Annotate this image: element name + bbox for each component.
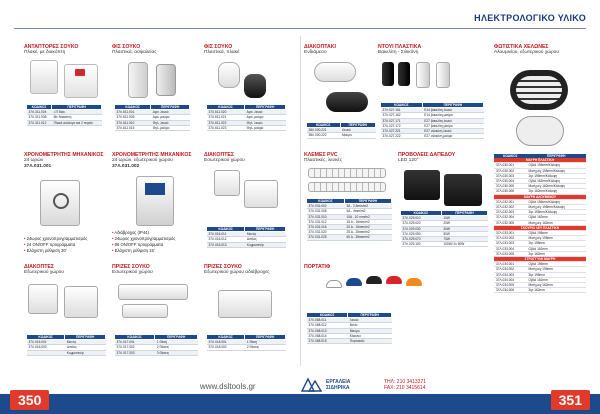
- sockets-ext-cell: [204, 264, 288, 364]
- table-row: 37Λ.611.022 Θηλ. λευκό: [207, 120, 286, 125]
- brand-line: ΕΡΓΑΛΕΙΑ: [326, 379, 351, 385]
- cell-subtitle: Πλαστικά, πλακέ: [204, 50, 240, 55]
- table-row: 37Λ.017.002 2 Θέσεις: [115, 345, 198, 350]
- table-row: 37Λ.068.014 Κόκκινο: [307, 333, 392, 338]
- table-row: 37Λ.031.010 10A - 10 mm/m2: [307, 214, 392, 219]
- inline-switch-black-image: [326, 92, 368, 112]
- table-row: 37Λ.068.015 Πορτοκαλί: [307, 339, 392, 344]
- timer-mech-image: [136, 176, 174, 226]
- terminals-cell: [304, 152, 394, 258]
- cell-subtitle: Βακελίτη - Σιλικόνη: [378, 50, 419, 55]
- list-item: • 24 ON/OFF προγράμματα: [24, 242, 87, 248]
- page-number-right: 351: [551, 390, 590, 410]
- table-row: 37Λ.033.004 Οβάλ 162mm: [494, 246, 586, 251]
- table-row: 37Λ.034.004 Οβάλ 162mm: [494, 277, 586, 282]
- plug-white-image: [128, 62, 148, 98]
- table-row: 37Λ.068.012 Μπλε: [307, 323, 392, 328]
- table-row: 37Λ.033.002 Μισή μέγ 195mm: [494, 236, 586, 241]
- list-item: • Ελάχιστη ρύθμιση 30': [24, 248, 87, 254]
- table-row: 37Λ.034.001 Οβάλ 195mm: [494, 262, 586, 267]
- table-row: 37Λ.032.004 Οβάλ 162mm: [494, 215, 586, 220]
- brand-line: ΣΙΔΗΡΙΚΑ: [326, 385, 350, 391]
- table-row: 37Λ.031.006 5A - 4mm/m2: [307, 209, 392, 214]
- lamp-black-image: [366, 276, 382, 284]
- switches-table: ΚΩΔΙΚΟΣ ΠΕΡΙΓΡΑΦΗ 37Λ.016.011 Μονός 37Λ.016.012 Διπλός 37Λ.016.013 Κομμυτατέρ: [206, 226, 286, 248]
- cell-subtitle: Εσωτερικού χώρου: [112, 270, 153, 275]
- table-row: 37Λ.034.005 Μισή μέγ 162mm: [494, 283, 586, 288]
- cell-subtitle: Αλουμινίου, εξωτερικού χώρου: [494, 50, 559, 55]
- lampholder-table: ΚΩΔΙΚΟΣ ΠΕΡΙΓΡΑΦΗ 37Λ.027.161 Ε14 βακελίτη λευκό 37Λ.027.162 Ε14 βακελίτη μαύρο 37Λ.027.171 Ε27 βακελίτη λευκό 37Λ.027.172 Ε27 βακελίτη μαύρο 37Λ.027.221 Ε27 σιλικόνη λευκό 37Λ.027.222 Ε27 σιλικόνη μαύρο: [380, 102, 484, 139]
- timer-digital-features: [24, 236, 87, 254]
- table-row: 37Λ.311.012 Πλακέ ανάλογο και 2 τετράν: [27, 120, 102, 125]
- ext-switch-double-image: [64, 286, 98, 318]
- cell-title: ΦΙΣ ΣΟΥΚΟ: [112, 44, 141, 50]
- table-row: 37Λ.029.020 20W: [401, 221, 488, 226]
- table-row: 37Λ.030.005 Μισή μέγ 162mm/Κάλυψη: [494, 184, 586, 189]
- cell-title: ΠΡΙΖΕΣ ΣΟΥΚΟ: [112, 264, 150, 270]
- table-row: 37Λ.016.001 Μονός: [27, 340, 106, 345]
- cell-title: ΔΙΑΚΟΠΤΑΚΙ: [304, 44, 336, 50]
- table-row: 37Λ.311.004 Ι-Π διακ.: [27, 110, 102, 115]
- table-row: 37Λ.018.001 1 Θέση: [207, 340, 286, 345]
- terminal-strip-image: [308, 168, 386, 178]
- sockets-ext-table: ΚΩΔΙΚΟΣ ΠΕΡΙΓΡΑΦΗ 37Λ.018.001 1 Θέση 37Λ.018.002 2 Θέσεις: [206, 334, 286, 351]
- lampholder-image: [416, 62, 430, 88]
- table-row: 37Λ.068.013 Μαύρο: [307, 328, 392, 333]
- cell-title: ΔΙΑΚΟΠΤΕΣ: [24, 264, 54, 270]
- table-row: 37Λ.029.010 10W: [401, 216, 488, 221]
- group-header: ΣΚΟΥΡΙΟ ΛΕΥ ΠΛΑΣΤΙΚΗ: [494, 225, 586, 230]
- table-row: 37Λ.611.005 Αρσ. μαύρο: [115, 115, 190, 120]
- table-row: 37Λ.034.003 Στρ 195mm: [494, 272, 586, 277]
- table-row: 37Λ.033.005 Στρ 162mm: [494, 251, 586, 256]
- footer-bar: [0, 394, 600, 414]
- brand-name: [326, 379, 350, 391]
- sockets-adapters-cell: [24, 44, 104, 148]
- brand-logo-icon: [300, 377, 322, 393]
- cell-title: ΝΤΟΥΙ ΠΛΑΣΤΙΚΑ: [378, 44, 422, 50]
- product-code: 37Λ.031.002: [112, 164, 140, 169]
- timer-digital-cell: [24, 152, 104, 260]
- table-row: 37Λ.030.003 Στρ 195mm/Κάλυψη: [494, 173, 586, 178]
- table-row: 37Λ.033.003 Στρ 195mm: [494, 241, 586, 246]
- lamp-red-image: [386, 276, 402, 284]
- wall-switches-table: ΚΩΔΙΚΟΣ ΠΕΡΙΓΡΑΦΗ 37Λ.016.001 Μονός 37Λ.016.002 Διπλός Κομμυτατέρ: [26, 334, 106, 356]
- table-row: 37Λ.032.002 Μισή μέγ 195mm/Κάλυψη: [494, 205, 586, 210]
- table-row: 37Λ.611.015 Θηλ. μαύρο: [115, 125, 190, 130]
- adapter-image: [30, 60, 58, 94]
- list-item: • 96 ON/OFF προγράμματα: [112, 242, 175, 248]
- table-row: 37Λ.030.001 Οβάλ 195mm/Κάλυψη: [494, 163, 586, 168]
- cell-title: ΑΝΤΑΠΤΟΡΕΣ ΣΟΥΚΟ: [24, 44, 79, 50]
- flat-plug-black-image: [244, 74, 266, 98]
- lamp-white-image: [326, 280, 342, 288]
- cell-title: ΠΟΡΤΑΤΙΦ: [304, 264, 331, 270]
- table-row: 37Λ.027.162 Ε14 βακελίτη μαύρο: [381, 113, 484, 118]
- desk-lamps-table: ΚΩΔΙΚΟΣ ΠΕΡΙΓΡΑΦΗ 37Λ.068.011 Λευκό 37Λ.068.012 Μπλε 37Λ.068.013 Μαύρο 37Λ.068.014 Κόκκινο 37Λ.068.015 Πορτοκαλί: [306, 312, 392, 344]
- cell-subtitle: Πλακέ, με διακόπτη: [24, 50, 66, 55]
- product-code: 37Λ.031.001: [24, 164, 52, 169]
- cell-title: ΚΛΕΜΕΣ PVC: [304, 152, 338, 158]
- table-row: 37Λ.031.002 3A - 2,5mm/m2: [307, 204, 392, 209]
- table-row: 37Λ.032.003 Στρ 195mm/Κάλυψη: [494, 210, 586, 215]
- inline-switch-white-image: [314, 62, 356, 82]
- cell-subtitle: 24 ωρών: [24, 158, 44, 163]
- footer: [0, 374, 600, 414]
- ext-switch-image: [28, 284, 58, 314]
- flat-plugs-cell: [204, 44, 288, 148]
- table-row: 38Λ.000.221 Λευκό: [307, 128, 376, 133]
- plugs-table: ΚΩΔΙΚΟΣ ΠΕΡΙΓΡΑΦΗ 37Λ.611.001 Αρσ. λευκό 37Λ.611.005 Αρσ. μαύρο 37Λ.611.010 Θηλ. λευκό 37Λ.611.015 Θηλ. μαύρο: [114, 104, 190, 131]
- table-row: 37Λ.029.070 70W: [401, 237, 488, 242]
- table-row: 37Λ.034.002 Μισή μέγ 195mm: [494, 267, 586, 272]
- timer-digital-image: [40, 180, 80, 226]
- table-row: 37Λ.033.001 Οβάλ 195mm: [494, 231, 586, 236]
- table-row: 37Λ.031.025 60 A - 35mm/m2: [307, 235, 392, 240]
- list-item: • Ελάχιστη ρύθμιση 15': [112, 248, 175, 254]
- phone-text: ΤΗΛ: 210 3413371: [384, 379, 426, 385]
- table-row: 37Λ.029.050 50W: [401, 231, 488, 236]
- table-row: 37Λ.030.004 Οβάλ 162mm/Κάλυψη: [494, 179, 586, 184]
- table-row: 37Λ.017.003 3 Θέσεις: [115, 350, 198, 355]
- table-row: 38Λ.000.222 Μαύρο: [307, 133, 376, 138]
- group-header: ΣΤΡΟΓΓΥΛΗ ΜΑΥΡΗ: [494, 257, 586, 262]
- table-row: 37Λ.311.008 Με διακόπτη: [27, 115, 102, 120]
- plugs-cell: [112, 44, 192, 148]
- lamp-blue-image: [346, 278, 362, 286]
- cell-subtitle: Πλαστικές, λευκές: [304, 158, 343, 163]
- table-row: 37Λ.611.021 Αρσ. μαύρο: [207, 115, 286, 120]
- table-row: 37Λ.016.012 Διπλός: [207, 237, 286, 242]
- wall-lights-cell: [494, 44, 586, 366]
- socket-triple-image: [118, 284, 188, 300]
- table-row: 37Λ.027.221 Ε27 σιλικόνη λευκό: [381, 129, 484, 134]
- switch-double-image: [244, 180, 278, 208]
- header-divider: [14, 28, 586, 29]
- flat-plug-white-image: [218, 62, 240, 88]
- table-row: 37Λ.611.010 Θηλ. λευκό: [115, 120, 190, 125]
- timer-mech-cell: [112, 152, 204, 260]
- page-title: ΗΛΕΚΤΡΟΛΟΓΙΚΟ ΥΛΙΚΟ: [474, 13, 586, 23]
- wall-light-white-image: [516, 116, 564, 146]
- list-item: • Αδιάβροχος (IP44): [112, 230, 175, 236]
- wall-switches-cell: [24, 264, 108, 364]
- table-row: 37Λ.031.020 25 A - 25mm/m2: [307, 230, 392, 235]
- table-row: 37Λ.018.002 2 Θέσεις: [207, 345, 286, 350]
- brand-block: [300, 377, 460, 395]
- cell-title: ΠΡΟΒΟΛΕΙΣ ΔΑΠΕΔΟΥ: [398, 152, 456, 158]
- table-row: 37Λ.027.172 Ε27 βακελίτη μαύρο: [381, 123, 484, 128]
- floodlights-table: ΚΩΔΙΚΟΣ ΠΕΡΙΓΡΑΦΗ 37Λ.029.010 10W 37Λ.029.020 20W 37Λ.029.030 30W 37Λ.029.050 50W 37Λ.029.070 70W 37Λ.029.100 100W/ 2x 50W: [400, 210, 488, 247]
- cell-subtitle: Εσωτερικού χώρου: [204, 158, 245, 163]
- terminal-strip-image: [308, 182, 386, 192]
- terminals-table: ΚΩΔΙΚΟΣ ΠΕΡΙΓΡΑΦΗ 37Λ.031.002 3A - 2,5mm/m2 37Λ.031.006 5A - 4mm/m2 37Λ.031.010 10A - 10 mm/m2 37Λ.031.012 15 A - 16mm/m2 37Λ.031.016 20 A - 16mm/m2 37Λ.031.020 25 A - 25mm/m2 37Λ.031.025 60 A - 35mm/m2: [306, 198, 392, 241]
- table-row: 37Λ.068.011 Λευκό: [307, 318, 392, 323]
- cell-title: ΦΩΤΙΣΤΙΚΑ ΧΕΛΩΝΕΣ: [494, 44, 549, 50]
- list-item: • 24ωρος χρονοπρογραμματισμός: [24, 236, 87, 242]
- table-row: 37Λ.034.006 Στρ 162mm: [494, 288, 586, 293]
- table-row: 37Λ.031.016 20 A - 16mm/m2: [307, 225, 392, 230]
- wall-lights-table: ΚΩΔΙΚΟΣ ΠΕΡΙΓΡΑΦΗ ΜΑΥΡΗ ΠΛΑΣΤΙΚΗ 37Λ.030.001 Οβάλ 195mm/Κάλυψη 37Λ.030.002 Μισή μέγ 195mm/Κάλυψη 37Λ.030.003 Στρ 195mm/Κάλυψη 37Λ.030.004 Οβάλ 162mm/Κάλυψη 37Λ.030.005 Μισή μέγ 162mm/Κάλυψη 37Λ.030.006 Στρ 162mm/Κάλυψη ΜΑΥΡΗ ΑΛΟΥΜΙΝΙΟΥ 37Λ.032.001 Οβάλ 195mm/Κάλυψη 37Λ.032.002 Μισή μέγ 195mm/Κάλυψη 37Λ.032.003 Στρ 195mm/Κάλυψη 37Λ.032.004 Οβάλ 162mm 37Λ.032.005 Μισή μέγ 162mm ΣΚΟΥΡΙΟ ΛΕΥ ΠΛΑΣΤΙΚΗ 37Λ.033.001 Οβάλ 195mm 37Λ.033.002 Μισή μέγ 195mm 37Λ.033.003 Στρ 195mm 37Λ.033.004 Οβάλ 162mm 37Λ.033.005 Στρ 162mm ΣΤΡΟΓΓΥΛΗ ΜΑΥΡΗ 37Λ.034.001 Οβάλ 195mm 37Λ.034.002 Μισή μέγ 195mm 37Λ.034.003 Στρ 195mm 37Λ.034.004 Οβάλ 162mm 37Λ.034.005 Μισή μέγ 162mm 37Λ.034.006 Στρ 162mm: [494, 154, 586, 293]
- socket-double-image: [122, 304, 168, 318]
- table-row: 37Λ.027.222 Ε27 σιλικόνη μαύρο: [381, 134, 484, 139]
- floodlight-image: [444, 174, 482, 206]
- cell-subtitle: LED 120°: [398, 158, 419, 163]
- floodlights-cell: [398, 152, 490, 258]
- page-gutter: [300, 36, 301, 366]
- website-link[interactable]: www.dsltools.gr: [200, 382, 256, 391]
- table-row: 37Λ.029.100 100W/ 2x 50W: [401, 242, 488, 247]
- cell-subtitle: 24 ωρών, εξωτερικού χώρου: [112, 158, 173, 163]
- cell-subtitle: Ενδιάμεσο: [304, 50, 327, 55]
- sockets-multi-cell: [112, 264, 200, 364]
- table-row: 37Λ.032.005 Μισή μέγ 162mm: [494, 220, 586, 225]
- lampholder-cell: [378, 44, 488, 148]
- flat-plugs-table: ΚΩΔΙΚΟΣ ΠΕΡΙΓΡΑΦΗ 37Λ.611.020 Αρσ. λευκό 37Λ.611.021 Αρσ. μαύρο 37Λ.611.022 Θηλ. λευκό 37Λ.611.023 Θηλ. μαύρο: [206, 104, 286, 131]
- timer-mech-features: [112, 230, 175, 254]
- sockets-table: ΚΩΔΙΚΟΣ ΠΕΡΙΓΡΑΦΗ 37Λ.311.004 Ι-Π διακ. 37Λ.311.008 Με διακόπτη 37Λ.311.012 Πλακέ ανάλογο και 2 τετράν: [26, 104, 102, 126]
- table-row: 37Λ.017.001 1 Θέση: [115, 340, 198, 345]
- table-row: 37Λ.611.023 Θηλ. μαύρο: [207, 125, 286, 130]
- cell-subtitle: Πλαστικά, ασφαλείας: [112, 50, 157, 55]
- table-row: 37Λ.027.171 Ε27 βακελίτη λευκό: [381, 118, 484, 123]
- table-row: 37Λ.027.161 Ε14 βακελίτη λευκό: [381, 108, 484, 113]
- sockets-multi-table: ΚΩΔΙΚΟΣ ΠΕΡΙΓΡΑΦΗ 37Λ.017.001 1 Θέση 37Λ.017.002 2 Θέσεις 37Λ.017.003 3 Θέσεις: [114, 334, 198, 356]
- list-item: • 24ωρος χρονοπρογραμματισμός: [112, 236, 175, 242]
- lampholder-image: [382, 62, 394, 86]
- table-row: 37Λ.032.001 Οβάλ 195mm/Κάλυψη: [494, 199, 586, 204]
- cell-title: ΦΙΣ ΣΟΥΚΟ: [204, 44, 233, 50]
- cell-subtitle: Εξωτερικού χώρου: [24, 270, 64, 275]
- lampholder-image: [436, 62, 450, 88]
- table-row: 37Λ.016.013 Κομμυτατέρ: [207, 242, 286, 247]
- cell-subtitle: Εξωτερικού χώρου αδιάβροχες: [204, 270, 270, 275]
- table-row: 37Λ.031.012 15 A - 16mm/m2: [307, 219, 392, 224]
- table-row: 37Λ.029.030 30W: [401, 226, 488, 231]
- table-row: 37Λ.016.011 Μονός: [207, 232, 286, 237]
- table-row: 37Λ.016.002 Διπλός: [27, 345, 106, 350]
- lampholder-image: [398, 62, 410, 86]
- inline-switch-cell: [304, 44, 378, 148]
- table-row: 37Λ.030.006 Στρ 162mm/Κάλυψη: [494, 189, 586, 194]
- desk-lamps-cell: [304, 264, 490, 364]
- contact-info: [384, 379, 426, 391]
- table-row: Κομμυτατέρ: [27, 350, 106, 355]
- cell-title: ΔΙΑΚΟΠΤΕΣ: [204, 152, 234, 158]
- cell-title: ΧΡΟΝΟΜΕΤΡΗΤΗΣ ΜΗΧΑΝΙΚΟΣ: [112, 152, 192, 158]
- fax-text: FAX: 210 3415614: [384, 385, 426, 391]
- table-row: 37Λ.030.002 Μισή μέγ 195mm/Κάλυψη: [494, 168, 586, 173]
- page-number-left: 350: [10, 390, 49, 410]
- inline-switch-table: ΚΩΔΙΚΟΣ ΠΕΡΙΓΡΑΦΗ 38Λ.000.221 Λευκό 38Λ.000.222 Μαύρο: [306, 122, 376, 139]
- socket-ext-image: [218, 290, 272, 318]
- cell-title: ΠΡΙΖΕΣ ΣΟΥΚΟ: [204, 264, 242, 270]
- plug-gray-image: [156, 64, 176, 96]
- floodlight-image: [404, 170, 440, 200]
- switches-cell: [204, 152, 288, 260]
- table-row: 37Λ.611.001 Αρσ. λευκό: [115, 110, 190, 115]
- group-header: ΜΑΥΡΗ ΑΛΟΥΜΙΝΙΟΥ: [494, 194, 586, 199]
- switch-single-image: [214, 170, 240, 196]
- table-row: 37Λ.611.020 Αρσ. λευκό: [207, 110, 286, 115]
- wall-light-black-image: [510, 70, 568, 110]
- adapter-switch-image: [64, 64, 98, 98]
- group-header: ΜΑΥΡΗ ΠΛΑΣΤΙΚΗ: [494, 158, 586, 163]
- cell-title: ΧΡΟΝΟΜΕΤΡΗΤΗΣ ΜΗΧΑΝΙΚΟΣ: [24, 152, 104, 158]
- lamp-orange-image: [406, 278, 422, 286]
